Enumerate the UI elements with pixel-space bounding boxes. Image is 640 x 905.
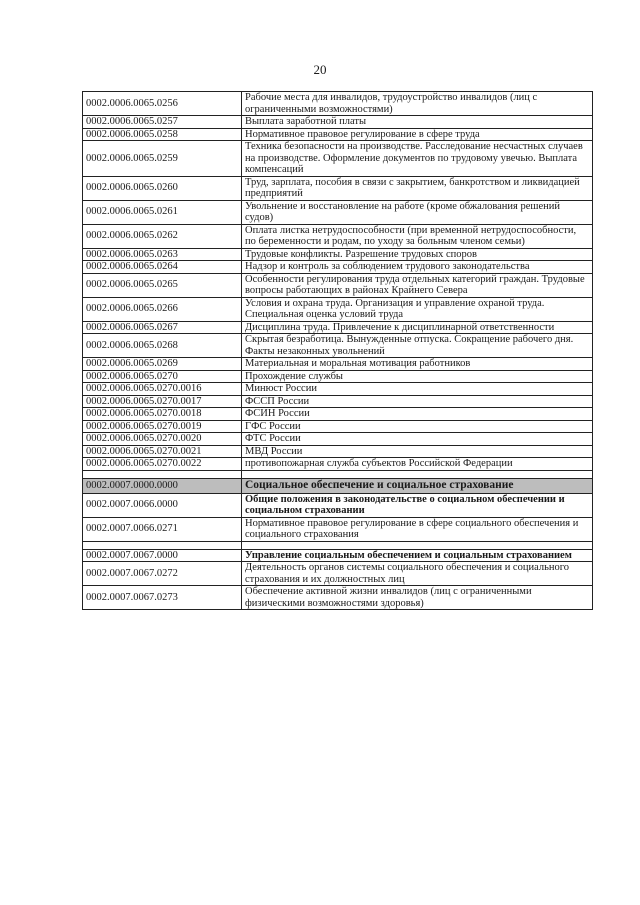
table-row xyxy=(83,128,593,141)
row-description: противопожарная служба субъектов Российской Федерации xyxy=(242,458,593,471)
row-code: 0002.0007.0067.0000 xyxy=(83,549,242,562)
row-code: 0002.0006.0065.0259 xyxy=(83,141,242,177)
table-row xyxy=(83,297,593,321)
row-description xyxy=(242,470,593,478)
row-code: 0002.0006.0065.0270.0016 xyxy=(83,383,242,396)
row-description: Увольнение и восстановление на работе (кроме обжалования решений судов) xyxy=(242,200,593,224)
row-description: Социальное обеспечение и социальное страхование xyxy=(242,478,593,493)
row-code: 0002.0006.0065.0258 xyxy=(83,128,242,141)
table-row xyxy=(83,334,593,358)
row-code: 0002.0006.0065.0270.0019 xyxy=(83,420,242,433)
row-description: МВД России xyxy=(242,445,593,458)
row-description: Особенности регулирования труда отдельных категорий граждан. Трудовые вопросы работающих в районах Крайнего Севера xyxy=(242,273,593,297)
table-row xyxy=(83,176,593,200)
row-description xyxy=(242,541,593,549)
row-description: ГФС России xyxy=(242,420,593,433)
table-row xyxy=(83,562,593,586)
row-description: Нормативное правовое регулирование в сфере труда xyxy=(242,128,593,141)
row-description: Трудовые конфликты. Разрешение трудовых споров xyxy=(242,248,593,261)
table-row xyxy=(83,408,593,421)
row-description: Надзор и контроль за соблюдением трудового законодательства xyxy=(242,261,593,274)
row-code: 0002.0006.0065.0270.0018 xyxy=(83,408,242,421)
row-code: 0002.0006.0065.0261 xyxy=(83,200,242,224)
row-code xyxy=(83,470,242,478)
row-description: Минюст России xyxy=(242,383,593,396)
row-code: 0002.0006.0065.0266 xyxy=(83,297,242,321)
row-code: 0002.0007.0067.0272 xyxy=(83,562,242,586)
table-row xyxy=(83,420,593,433)
row-code: 0002.0006.0065.0263 xyxy=(83,248,242,261)
row-code: 0002.0006.0065.0265 xyxy=(83,273,242,297)
row-description: ФССП России xyxy=(242,395,593,408)
table-row xyxy=(83,273,593,297)
table-row xyxy=(83,445,593,458)
row-description: Труд, зарплата, пособия в связи с закрытием, банкротством и ликвидацией предприятий xyxy=(242,176,593,200)
row-code: 0002.0007.0066.0000 xyxy=(83,493,242,517)
row-code: 0002.0006.0065.0268 xyxy=(83,334,242,358)
row-code: 0002.0007.0067.0273 xyxy=(83,586,242,610)
table-row xyxy=(83,370,593,383)
row-description: Выплата заработной платы xyxy=(242,116,593,129)
row-code: 0002.0006.0065.0260 xyxy=(83,176,242,200)
row-code: 0002.0007.0066.0271 xyxy=(83,517,242,541)
row-description: Нормативное правовое регулирование в сфере социального обеспечения и социального страхования xyxy=(242,517,593,541)
row-description: Управление социальным обеспечением и социальным страхованием xyxy=(242,549,593,562)
row-description: Обеспечение активной жизни инвалидов (лиц с ограниченными физическими возможностями здоровья) xyxy=(242,586,593,610)
table-row xyxy=(83,478,593,493)
table-row xyxy=(83,141,593,177)
table-row xyxy=(83,248,593,261)
table-row xyxy=(83,395,593,408)
row-code: 0002.0006.0065.0270.0017 xyxy=(83,395,242,408)
row-description: Техника безопасности на производстве. Расследование несчастных случаев на производстве. Оформление документов по трудовому увечью. Выплата компенсаций xyxy=(242,141,593,177)
row-code: 0002.0006.0065.0270.0020 xyxy=(83,433,242,446)
row-description: Рабочие места для инвалидов, трудоустройство инвалидов (лиц с ограниченными возможностями) xyxy=(242,92,593,116)
table-row xyxy=(83,261,593,274)
table-row xyxy=(83,358,593,371)
row-code: 0002.0006.0065.0270.0021 xyxy=(83,445,242,458)
row-description: ФТС России xyxy=(242,433,593,446)
table-row xyxy=(83,493,593,517)
row-code: 0002.0006.0065.0257 xyxy=(83,116,242,129)
table-row xyxy=(83,433,593,446)
table-row xyxy=(83,470,593,478)
classifier-table-body xyxy=(83,92,593,610)
table-row xyxy=(83,116,593,129)
table-row xyxy=(83,383,593,396)
page-number: 20 xyxy=(313,62,327,77)
row-code: 0002.0006.0065.0267 xyxy=(83,321,242,334)
table-row xyxy=(83,541,593,549)
table-row xyxy=(83,517,593,541)
row-description: Общие положения в законодательстве о социальном обеспечении и социальном страховании xyxy=(242,493,593,517)
row-description: Дисциплина труда. Привлечение к дисциплинарной ответственности xyxy=(242,321,593,334)
row-code: 0002.0007.0000.0000 xyxy=(83,478,242,493)
row-code: 0002.0006.0065.0270.0022 xyxy=(83,458,242,471)
row-code: 0002.0006.0065.0262 xyxy=(83,224,242,248)
row-description: ФСИН России xyxy=(242,408,593,421)
row-description: Материальная и моральная мотивация работников xyxy=(242,358,593,371)
row-code: 0002.0006.0065.0256 xyxy=(83,92,242,116)
row-code: 0002.0006.0065.0270 xyxy=(83,370,242,383)
table-row xyxy=(83,458,593,471)
row-code: 0002.0006.0065.0269 xyxy=(83,358,242,371)
table-row xyxy=(83,92,593,116)
row-description: Оплата листка нетрудоспособности (при временной нетрудоспособности, по беременности и родам, по уходу за больным членом семьи) xyxy=(242,224,593,248)
table-row xyxy=(83,321,593,334)
table-row xyxy=(83,224,593,248)
table-row xyxy=(83,549,593,562)
row-description: Условия и охрана труда. Организация и управление охраной труда. Специальная оценка условий труда xyxy=(242,297,593,321)
classifier-table xyxy=(82,91,593,610)
row-code: 0002.0006.0065.0264 xyxy=(83,261,242,274)
table-row xyxy=(83,586,593,610)
row-description: Скрытая безработица. Вынужденные отпуска. Сокращение рабочего дня. Факты незаконных увольнений xyxy=(242,334,593,358)
row-description: Прохождение службы xyxy=(242,370,593,383)
table-row xyxy=(83,200,593,224)
row-code xyxy=(83,541,242,549)
row-description: Деятельность органов системы социального обеспечения и социального страхования и их должностных лиц xyxy=(242,562,593,586)
